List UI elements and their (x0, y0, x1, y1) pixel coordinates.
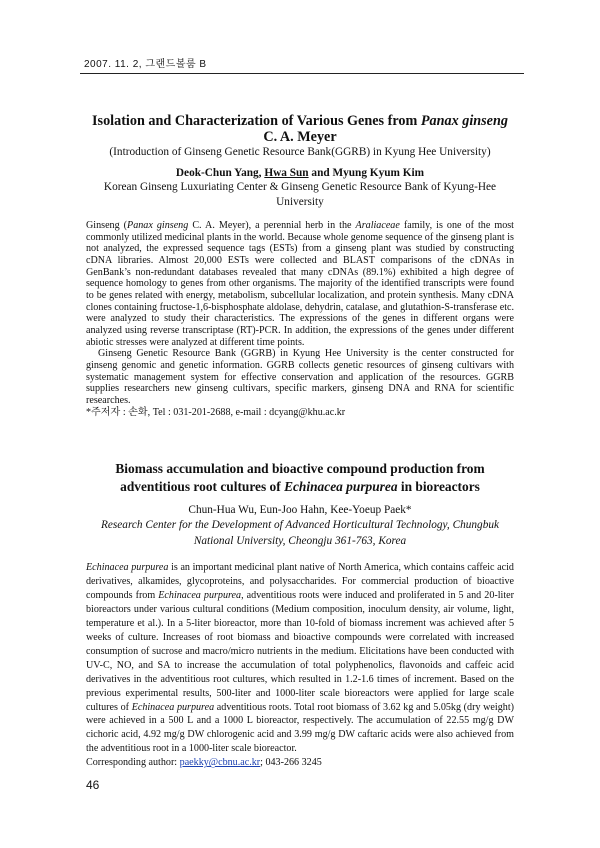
article1-title-prefix: Isolation and Characterization of Various Genes from (92, 113, 421, 129)
species-name: Panax ginseng (127, 220, 189, 231)
article2-title (80, 460, 520, 495)
article1-abstract (86, 220, 514, 418)
article2-abstract (86, 561, 514, 770)
affiliation-line: National University, Cheongju 361-763, Korea (193, 534, 407, 547)
abstract-paragraph: Ginseng Genetic Resource Bank (GGRB) in Kyung Hee University is the center constructed for ginseng genomic and genetic information. GGRB collects genetic resources of ginseng cultivars with systematic management system for effective conservation and application of the resources. GGRB supplies researchers new ginseng cultivars, specific markers, ginseng DNA and RNA for scientific researches. (86, 348, 514, 406)
species-name: Echinacea purpurea (284, 478, 398, 494)
title-line: in bioreactors (397, 478, 480, 494)
author-name: Deok-Chun Yang, (175, 167, 265, 179)
abstract-paragraph (86, 561, 514, 756)
corresponding-author (86, 756, 514, 770)
family-name: Araliaceae (355, 220, 400, 231)
article1-authors (86, 166, 514, 180)
article1-subtitle: (Introduction of Ginseng Genetic Resource Bank(GGRB) in Kyung Hee University) (109, 146, 491, 158)
article1-title-author: C. A. Meyer (263, 129, 337, 145)
abstract-paragraph (86, 220, 514, 348)
species-name: Echinacea purpurea (86, 562, 169, 573)
text-run: , adventitious roots were induced and proliferated in 5 and 20-liter bioreactors under various cultural conditions (Medium composition, inoculum density, air volume, light, temperature et al.). In a 5-liter bioreactor, more than 10-fold of biomass increment was achieved after 5 weeks of culture. Increases of root biomass and bioactive compounds were correlated with increased consumption of sucrose and macro/micro nutrients in the medium. Elicitations have been conducted with UV-C, NO, and SA to increase the accumulation of total polyphenolics, flavonoids and caffeic acid derivatives in the adventitious root cultures, which resulted in 1.2-1.6 times of increment. Based on the previous experimental results, 500-liter and 1000-liter scale bioreactors were applied for large scale cultures of (86, 589, 514, 713)
article2-affiliation (86, 518, 514, 549)
text-run: Ginseng ( (86, 220, 128, 231)
text-run: C. A. Meyer), a perennial herb in the (188, 220, 356, 231)
species-name: Echinacea purpurea (158, 589, 242, 601)
corresponding-author: *주저자 : 손화, Tel : 031-201-2688, e-mail : dcyang@khu.ac.kr (86, 406, 346, 418)
header-divider (80, 73, 524, 74)
phone-number: ; 043-266 3245 (260, 757, 322, 769)
corresponding-label: Corresponding author: (86, 757, 180, 769)
title-line: adventitious root cultures of (120, 478, 285, 494)
page-number: 46 (86, 778, 100, 792)
text-run: is an important medicinal plant native of North America, which contains caffeic acid derivatives, alkamides, glycoproteins, and polysaccharides. For commercial production of bioactive compounds from (86, 562, 514, 601)
species-name: Echinacea purpurea (131, 701, 215, 713)
running-header: 2007. 11. 2, 그랜드볼룸 B (84, 59, 207, 70)
article1-title (86, 113, 514, 145)
text-run: family, is one of the most commonly utilized medicinal plants in the world. Because whole genome sequence of the ginseng plant is not analyzed, the expressed sequence tags (ESTs) from a ginseng plant was studied by constructing cDNA libraries. Almost 20,000 ESTs were collected and BLAST comparisons of the cDNAs in GenBank’s non-redundant databases revealed that many cDNAs (89.1%) exhibited a high degree of sequence homology to genes from other organisms. The majority of the identified transcripts were found to be genes related with energy, metabolism, subcellular localization, and protein synthesis. Many cDNA clones containing fructose-1,6-bisphosphate aldolase, dehydrin, catalase, and glutathion-S-transferase etc. were analyzed to study their characteristics. The expressions of the genes in different organs were analyzed using reverse transcriptase (RT)-PCR. In addition, the expressions of the genes under different abiotic stresses were analyzed at different time points. (86, 220, 514, 348)
article1-title-species: Panax ginseng (420, 113, 508, 129)
author-name: and Myung Kyum Kim (308, 167, 425, 179)
text-run: adventitious roots. Total root biomass of 3.62 kg and 5.05kg (dry weight) were achieved in a 500 L and a 1000 L bioreactor, respectively. The accumulation of 22.55 mg/g DW cichoric acid, 4.92 mg/g DW chlorogenic acid and 3.99 mg/g DW caftaric acids were also achieved from the adventitious root in a 1000-liter scale bioreactor. (86, 701, 514, 755)
title-line: Biomass accumulation and bioactive compound production from (115, 461, 485, 476)
author-name-presenter: Hwa Sun (264, 167, 309, 179)
article1-affiliation: Korean Ginseng Luxuriating Center & Ginseng Genetic Resource Bank of Kyung-Hee University (103, 181, 497, 208)
email-link[interactable]: paekky@cbnu.ac.kr (179, 757, 261, 769)
article2-authors: Chun-Hua Wu, Eun-Joo Hahn, Kee-Yoeup Paek* (188, 504, 412, 516)
affiliation-line: Research Center for the Development of Advanced Horticultural Technology, Chungbuk (100, 519, 500, 531)
